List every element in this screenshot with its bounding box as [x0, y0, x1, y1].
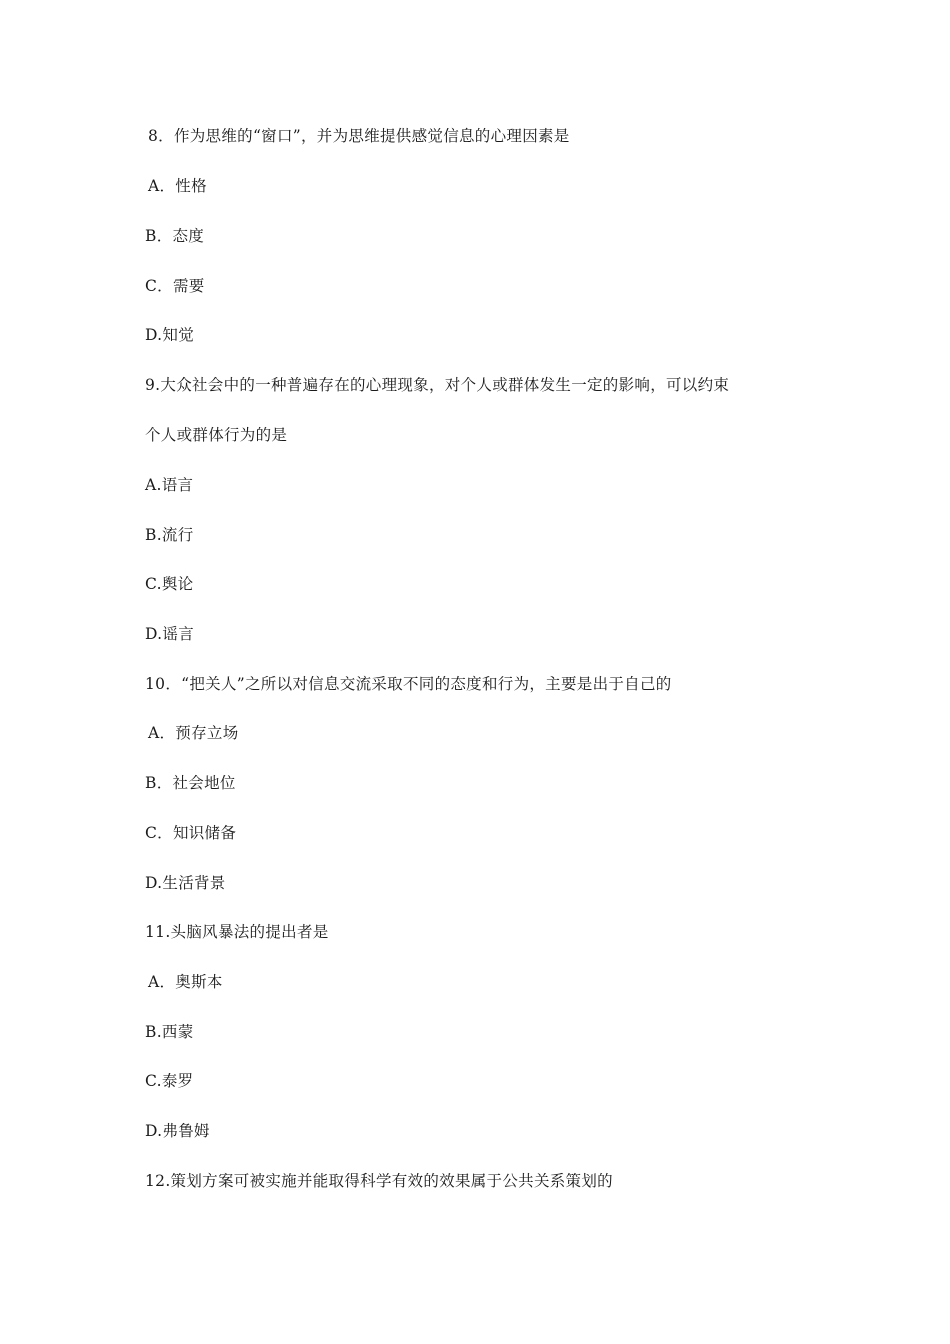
question-9-text-continued: 个人或群体行为的是 [145, 426, 288, 444]
question-8-option-b: B．态度 [145, 227, 205, 245]
question-8-option-c: C．需要 [145, 277, 205, 295]
question-8-text: 8．作为思维的“窗口”，并为思维提供感觉信息的心理因素是 [148, 127, 570, 145]
question-9-option-b: B.流行 [145, 526, 194, 544]
question-8-option-d: D.知觉 [145, 326, 195, 344]
question-10-option-b: B．社会地位 [145, 774, 236, 792]
question-9-option-d: D.谣言 [145, 625, 195, 643]
question-10-option-d: D.生活背景 [145, 874, 226, 892]
question-10-option-a: A．预存立场 [148, 724, 239, 742]
question-9-option-c: C.舆论 [145, 575, 194, 593]
question-9-text: 9.大众社会中的一种普遍存在的心理现象，对个人或群体发生一定的影响，可以约束 [145, 376, 730, 394]
question-11-option-a: A．奥斯本 [148, 973, 223, 991]
question-11-option-d: D.弗鲁姆 [145, 1122, 210, 1140]
question-9-option-a: A.语言 [145, 476, 194, 494]
question-8-option-a: A．性格 [148, 177, 207, 195]
question-10-option-c: C．知识储备 [145, 824, 237, 842]
question-10-text: 10．“把关人”之所以对信息交流采取不同的态度和行为，主要是出于自己的 [145, 675, 672, 693]
question-11-text: 11.头脑风暴法的提出者是 [145, 923, 329, 941]
question-11-option-b: B.西蒙 [145, 1023, 194, 1041]
question-12-text: 12.策划方案可被实施并能取得科学有效的效果属于公共关系策划的 [145, 1172, 613, 1190]
question-11-option-c: C.泰罗 [145, 1072, 194, 1090]
